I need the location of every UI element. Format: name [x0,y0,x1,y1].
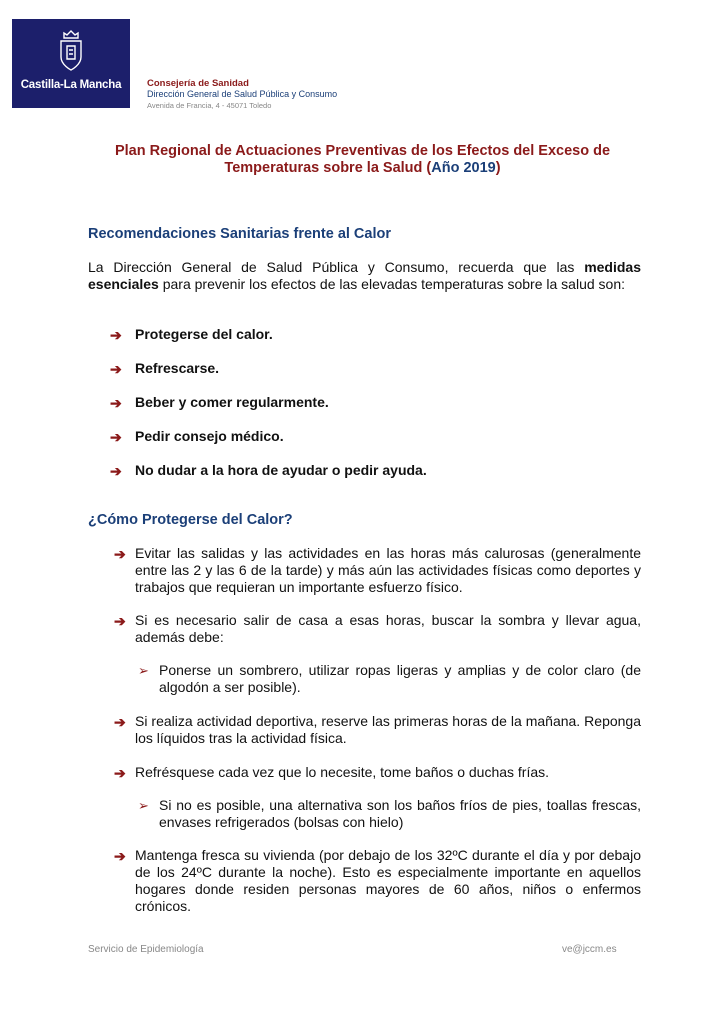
list-item: ➔ Pedir consejo médico. [110,428,284,445]
arrow-right-icon: ➔ [114,714,126,730]
list-item: ➔ Refrescarse. [110,360,220,377]
organization-block [147,78,337,111]
arrow-right-icon: ➔ [110,327,122,343]
arrow-right-icon: ➔ [110,361,122,377]
sub-list-item: ➢ Ponerse un sombrero, utilizar ropas ligeras y amplias y de color claro (de algodón a ser posible). [138,662,641,695]
org-department: Consejería de Sanidad [147,78,249,89]
protection-list [114,612,641,646]
arrow-right-icon: ➔ [114,848,126,864]
intro-bold: medidas esenciales [88,259,641,292]
footer-left: Servicio de Epidemiología [88,944,204,955]
protection-list [114,545,641,596]
list-item: ➔ Evitar las salidas y las actividades en las horas más calurosas (generalmente entre las 2 y las 6 de la tarde) y más aún las actividades físicas como deportes y trabajos que requieran un importante esfuerzo físico. [114,545,641,595]
list-item: ➔ Refrésquese cada vez que lo necesite, tome baños o duchas frías. [114,764,550,781]
section-heading-protection: ¿Cómo Protegerse del Calor? [88,512,293,528]
arrow-right-icon: ➔ [110,395,122,411]
list-item: ➔ Protegerse del calor. [110,326,273,343]
protection-list [114,764,641,781]
logo-text: Castilla-La Mancha [20,79,122,91]
list-item: ➔ Mantenga fresca su vivienda (por debajo de los 32ºC durante el día y por debajo de los 24ºC durante la noche). Esto es especialmente importante en aquellos hogares donde residen personas mayores de 60 años, niños o enfermos crónicos. [114,847,641,914]
list-item: ➔ No dudar a la hora de ayudar o pedir ayuda. [110,462,427,479]
title-line-2: Temperaturas sobre la Salud (Año 2019) [224,160,501,176]
list-item: ➔ Si es necesario salir de casa a esas horas, buscar la sombra y llevar agua, además debe: [114,612,641,645]
org-directorate: Dirección General de Salud Pública y Consumo [147,89,338,99]
org-address: Avenida de Francia, 4 - 45071 Toledo [147,101,272,110]
protection-list [114,713,641,747]
footer-email: ve@jccm.es [562,944,617,955]
coat-of-arms-icon [57,29,85,73]
chevron-right-icon: ➢ [138,798,149,813]
document-title [90,143,635,177]
arrow-right-icon: ➔ [110,429,122,445]
arrow-right-icon: ➔ [114,613,126,629]
essential-measures-list [110,326,427,496]
sub-list [138,797,641,831]
intro-paragraph: La Dirección General de Salud Pública y Consumo, recuerda que las medidas esenciales para prevenir los efectos de las elevadas temperaturas sobre la salud son: [88,259,641,292]
sub-list [138,662,641,696]
castilla-la-mancha-logo [12,19,130,108]
title-line-1: Plan Regional de Actuaciones Preventivas de los Efectos del Exceso de [114,143,611,159]
arrow-right-icon: ➔ [114,546,126,562]
list-item: ➔ Si realiza actividad deportiva, reserve las primeras horas de la mañana. Reponga los líquidos tras la actividad física. [114,713,641,746]
arrow-right-icon: ➔ [114,765,126,781]
arrow-right-icon: ➔ [110,463,122,479]
list-item: ➔ Beber y comer regularmente. [110,394,329,411]
protection-list [114,847,641,915]
chevron-right-icon: ➢ [138,663,149,678]
title-year: Año 2019 [431,160,496,176]
section-heading-recommendations: Recomendaciones Sanitarias frente al Calor [88,226,391,242]
sub-list-item: ➢ Si no es posible, una alternativa son los baños fríos de pies, toallas frescas, envases refrigerados (bolsas con hielo) [138,797,641,830]
